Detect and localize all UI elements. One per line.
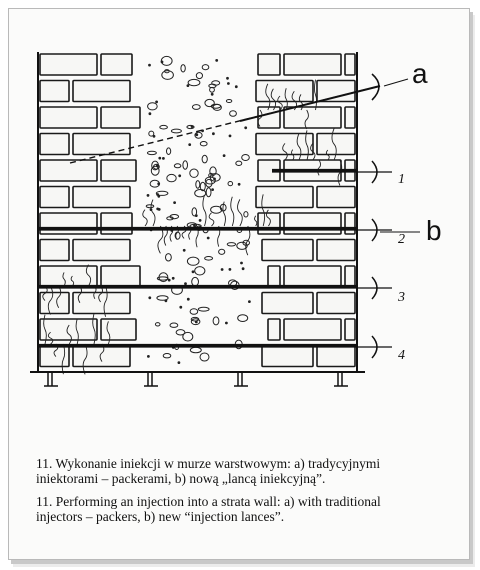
brick xyxy=(73,134,130,155)
brick xyxy=(284,266,341,287)
brick xyxy=(317,81,355,102)
rubble-stone xyxy=(170,323,178,327)
rubble-grain xyxy=(214,178,216,180)
rubble-stone xyxy=(213,317,219,325)
brick xyxy=(262,240,313,261)
rubble-stone xyxy=(147,151,156,154)
rubble-grain xyxy=(174,202,176,204)
rubble-grain xyxy=(178,362,180,364)
rubble-grain xyxy=(157,208,159,210)
rubble-grain xyxy=(157,165,159,167)
rubble-grain xyxy=(207,237,209,239)
rubble-grain xyxy=(158,183,160,185)
rubble-stone xyxy=(228,182,233,186)
rubble-stone xyxy=(188,79,200,85)
rubble-stone xyxy=(242,155,250,161)
rubble-stone xyxy=(195,267,205,275)
rubble-grain xyxy=(159,157,161,159)
rubble-stone xyxy=(219,249,225,254)
rubble-stone xyxy=(192,105,200,110)
brick xyxy=(40,240,69,261)
rubble-grain xyxy=(249,301,251,303)
label-a: a xyxy=(412,58,428,89)
rubble-stone xyxy=(190,309,198,315)
resin-strand xyxy=(203,195,206,226)
rubble-grain xyxy=(213,133,215,135)
brick xyxy=(40,293,69,314)
rubble-stone xyxy=(146,205,154,208)
rubble-stone xyxy=(196,181,200,189)
brick xyxy=(256,187,313,208)
rubble-stone xyxy=(171,129,181,133)
rubble-grain xyxy=(189,144,191,146)
rubble-stone xyxy=(205,99,214,106)
brick xyxy=(40,107,97,128)
brick xyxy=(258,54,280,75)
rubble-grain xyxy=(229,269,231,271)
rubble-grain xyxy=(187,298,189,300)
lance-number-2: 2 xyxy=(398,232,405,247)
rubble-grain xyxy=(153,135,155,137)
brick xyxy=(317,187,355,208)
resin-strand xyxy=(209,213,214,226)
brick xyxy=(73,187,130,208)
resin-strand xyxy=(255,216,257,226)
rubble-grain xyxy=(149,113,151,115)
rubble-grain xyxy=(245,127,247,129)
rubble-stone xyxy=(202,65,209,70)
rubble-grain xyxy=(195,215,197,217)
rubble-grain xyxy=(221,269,223,271)
label-b: b xyxy=(426,215,442,246)
brick xyxy=(345,319,355,340)
rubble-grain xyxy=(161,61,163,63)
rubble-grain xyxy=(211,93,213,95)
rubble-stone xyxy=(160,125,168,129)
brick xyxy=(101,54,132,75)
rubble-grain xyxy=(238,183,240,185)
rubble-grain xyxy=(148,356,150,358)
rubble-stone xyxy=(227,243,235,246)
rubble-grain xyxy=(241,262,243,264)
brick-courses xyxy=(40,54,355,367)
brick xyxy=(345,107,355,128)
brick xyxy=(345,266,355,287)
footing-marks xyxy=(44,372,348,386)
rubble-stone xyxy=(167,148,171,155)
rubble-grain xyxy=(226,322,228,324)
rubble-stone xyxy=(162,71,174,80)
rubble-grain xyxy=(156,101,158,103)
resin-strand xyxy=(231,197,234,226)
rubble-stone xyxy=(181,65,185,72)
brick xyxy=(101,266,140,287)
brick xyxy=(262,293,313,314)
rubble-grain xyxy=(168,279,170,281)
brick xyxy=(268,319,280,340)
rubble-grain xyxy=(172,277,174,279)
brick xyxy=(256,81,313,102)
brick xyxy=(73,240,130,261)
rubble-stone xyxy=(244,212,248,217)
rubble-grain xyxy=(165,300,167,302)
rubble-grain xyxy=(195,321,197,323)
rubble-grain xyxy=(157,194,159,196)
brick xyxy=(73,81,130,102)
lance-number-3: 3 xyxy=(398,290,405,305)
brick xyxy=(284,319,341,340)
rubble-grain xyxy=(187,85,189,87)
rubble-grain xyxy=(227,77,229,79)
rubble-grain xyxy=(191,126,193,128)
rubble-stone xyxy=(148,103,158,110)
rubble-stone xyxy=(236,161,242,165)
rubble-stone xyxy=(190,347,201,352)
caption-english: 11. Performing an injection into a strata wall: a) with traditional injectors – packers, b) new “injection lances”. xyxy=(36,494,381,524)
brick xyxy=(73,293,130,314)
rubble-grain xyxy=(216,60,218,62)
brick xyxy=(317,346,355,367)
rubble-grain xyxy=(149,64,151,66)
rubble-grain xyxy=(163,158,165,160)
caption-polish: 11. Wykonanie iniekcji w murze warstwowym: a) tradycyjnymi iniektorami – packerami, b) nową „lancą iniekcyjną”. xyxy=(36,456,381,486)
rubble-infill xyxy=(146,56,250,363)
rubble-stone xyxy=(226,100,231,103)
brick xyxy=(258,213,280,234)
brick xyxy=(40,134,69,155)
brick xyxy=(262,346,313,367)
rubble-grain xyxy=(183,249,185,251)
brick xyxy=(317,293,355,314)
resin-strand xyxy=(143,210,147,226)
rubble-grain xyxy=(149,297,151,299)
rubble-grain xyxy=(212,189,214,191)
rubble-stone xyxy=(238,315,248,322)
rubble-grain xyxy=(228,83,230,85)
rubble-stone xyxy=(166,254,172,261)
brick xyxy=(40,266,97,287)
rubble-stone xyxy=(202,155,207,163)
rubble-grain xyxy=(185,283,187,285)
rubble-grain xyxy=(192,271,194,273)
brick xyxy=(101,107,140,128)
rubble-grain xyxy=(196,134,198,136)
lance-number-1: 1 xyxy=(398,172,405,187)
rubble-stone xyxy=(205,257,213,261)
rubble-stone xyxy=(167,174,176,181)
brick xyxy=(40,81,69,102)
rubble-stone xyxy=(163,354,171,358)
brick xyxy=(284,213,341,234)
brick xyxy=(284,54,341,75)
rubble-grain xyxy=(180,306,182,308)
rubble-grain xyxy=(242,268,244,270)
rubble-grain xyxy=(179,175,181,177)
brick xyxy=(317,240,355,261)
rubble-grain xyxy=(194,225,196,227)
rubble-stone xyxy=(183,332,193,341)
resin-strand xyxy=(151,200,155,226)
brick xyxy=(73,346,130,367)
rubble-stone xyxy=(198,307,209,311)
rubble-stone xyxy=(183,161,188,170)
rubble-stone xyxy=(192,277,199,286)
rubble-stone xyxy=(200,353,209,361)
rubble-stone xyxy=(206,188,211,197)
rubble-stone xyxy=(187,257,199,265)
rubble-stone xyxy=(174,164,181,168)
brick xyxy=(40,213,97,234)
brick xyxy=(284,107,341,128)
lance-number-4: 4 xyxy=(398,348,405,363)
rubble-stone xyxy=(196,73,202,79)
brick xyxy=(345,54,355,75)
brick xyxy=(345,213,355,234)
brick xyxy=(101,213,132,234)
rubble-stone xyxy=(155,323,160,326)
rubble-grain xyxy=(147,195,149,197)
rubble-stone xyxy=(190,169,198,177)
rubble-grain xyxy=(199,220,201,222)
rubble-stone xyxy=(230,111,237,117)
brick xyxy=(40,160,97,181)
brick xyxy=(268,266,280,287)
rubble-stone xyxy=(200,142,207,146)
rubble-grain xyxy=(229,135,231,137)
brick xyxy=(101,160,136,181)
resin-strand xyxy=(238,199,243,226)
brick xyxy=(40,54,97,75)
rubble-grain xyxy=(223,155,225,157)
rubble-grain xyxy=(235,86,237,88)
brick xyxy=(101,319,136,340)
brick xyxy=(40,187,69,208)
